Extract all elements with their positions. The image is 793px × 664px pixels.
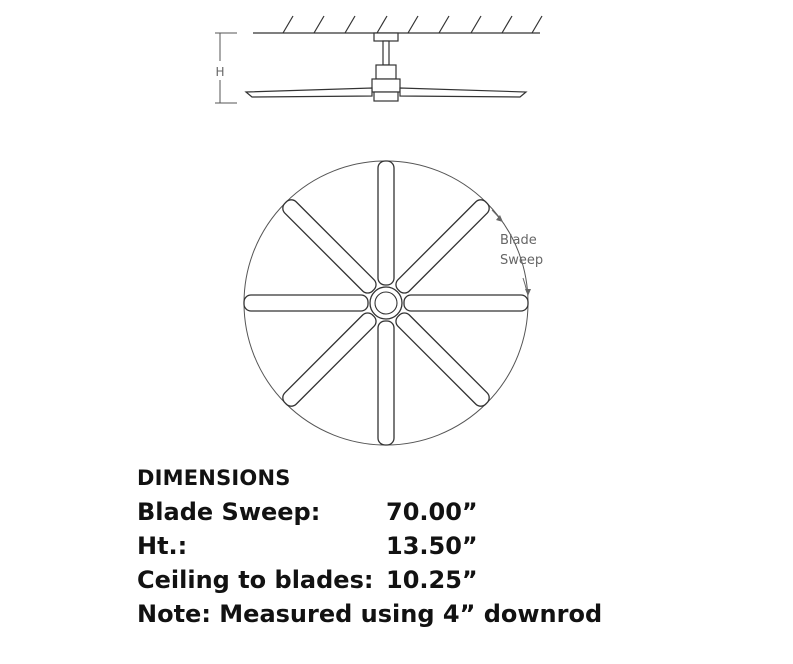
fan-blade <box>244 295 368 311</box>
motor-upper <box>376 65 396 79</box>
dimension-value: 70.00” <box>386 498 478 526</box>
blade-sweep-label-line2: Sweep <box>500 253 544 268</box>
dimension-row-blade-sweep <box>137 495 777 529</box>
blade-sweep-label-line1: Blade <box>500 233 537 248</box>
ceiling <box>253 16 542 33</box>
dimension-value: 10.25” <box>386 566 478 594</box>
dimension-note-row <box>137 597 777 631</box>
dimensions-title: DIMENSIONS <box>137 466 291 490</box>
fan-blade <box>280 310 379 409</box>
motor-housing <box>372 79 400 92</box>
fan-blade <box>280 197 379 296</box>
dimension-label: Ceiling to blades: <box>137 566 374 594</box>
rotation-arrowhead-right <box>525 289 531 296</box>
right-blade-profile <box>400 88 526 97</box>
fan-blade <box>393 310 492 409</box>
fan-blade <box>393 197 492 296</box>
dimensions-panel <box>137 462 777 631</box>
rotation-arrows <box>492 210 527 292</box>
hub-inner <box>375 292 397 314</box>
motor-bottom <box>374 92 398 101</box>
dimension-label: Ht.: <box>137 532 188 560</box>
dimension-value: 13.50” <box>386 532 478 560</box>
dimension-label: Blade Sweep: <box>137 498 321 526</box>
fan-side-view <box>246 33 526 101</box>
dimension-row-ceiling-to-blades <box>137 563 777 597</box>
height-label: H <box>215 65 225 79</box>
dimension-note: Note: Measured using 4” downrod <box>137 600 603 628</box>
left-blade-profile <box>246 88 372 97</box>
fan-blade <box>404 295 528 311</box>
fan-blade <box>378 161 394 285</box>
fan-blade <box>378 321 394 445</box>
canopy <box>374 33 398 41</box>
dimension-row-height <box>137 529 777 563</box>
downrod <box>383 41 389 65</box>
